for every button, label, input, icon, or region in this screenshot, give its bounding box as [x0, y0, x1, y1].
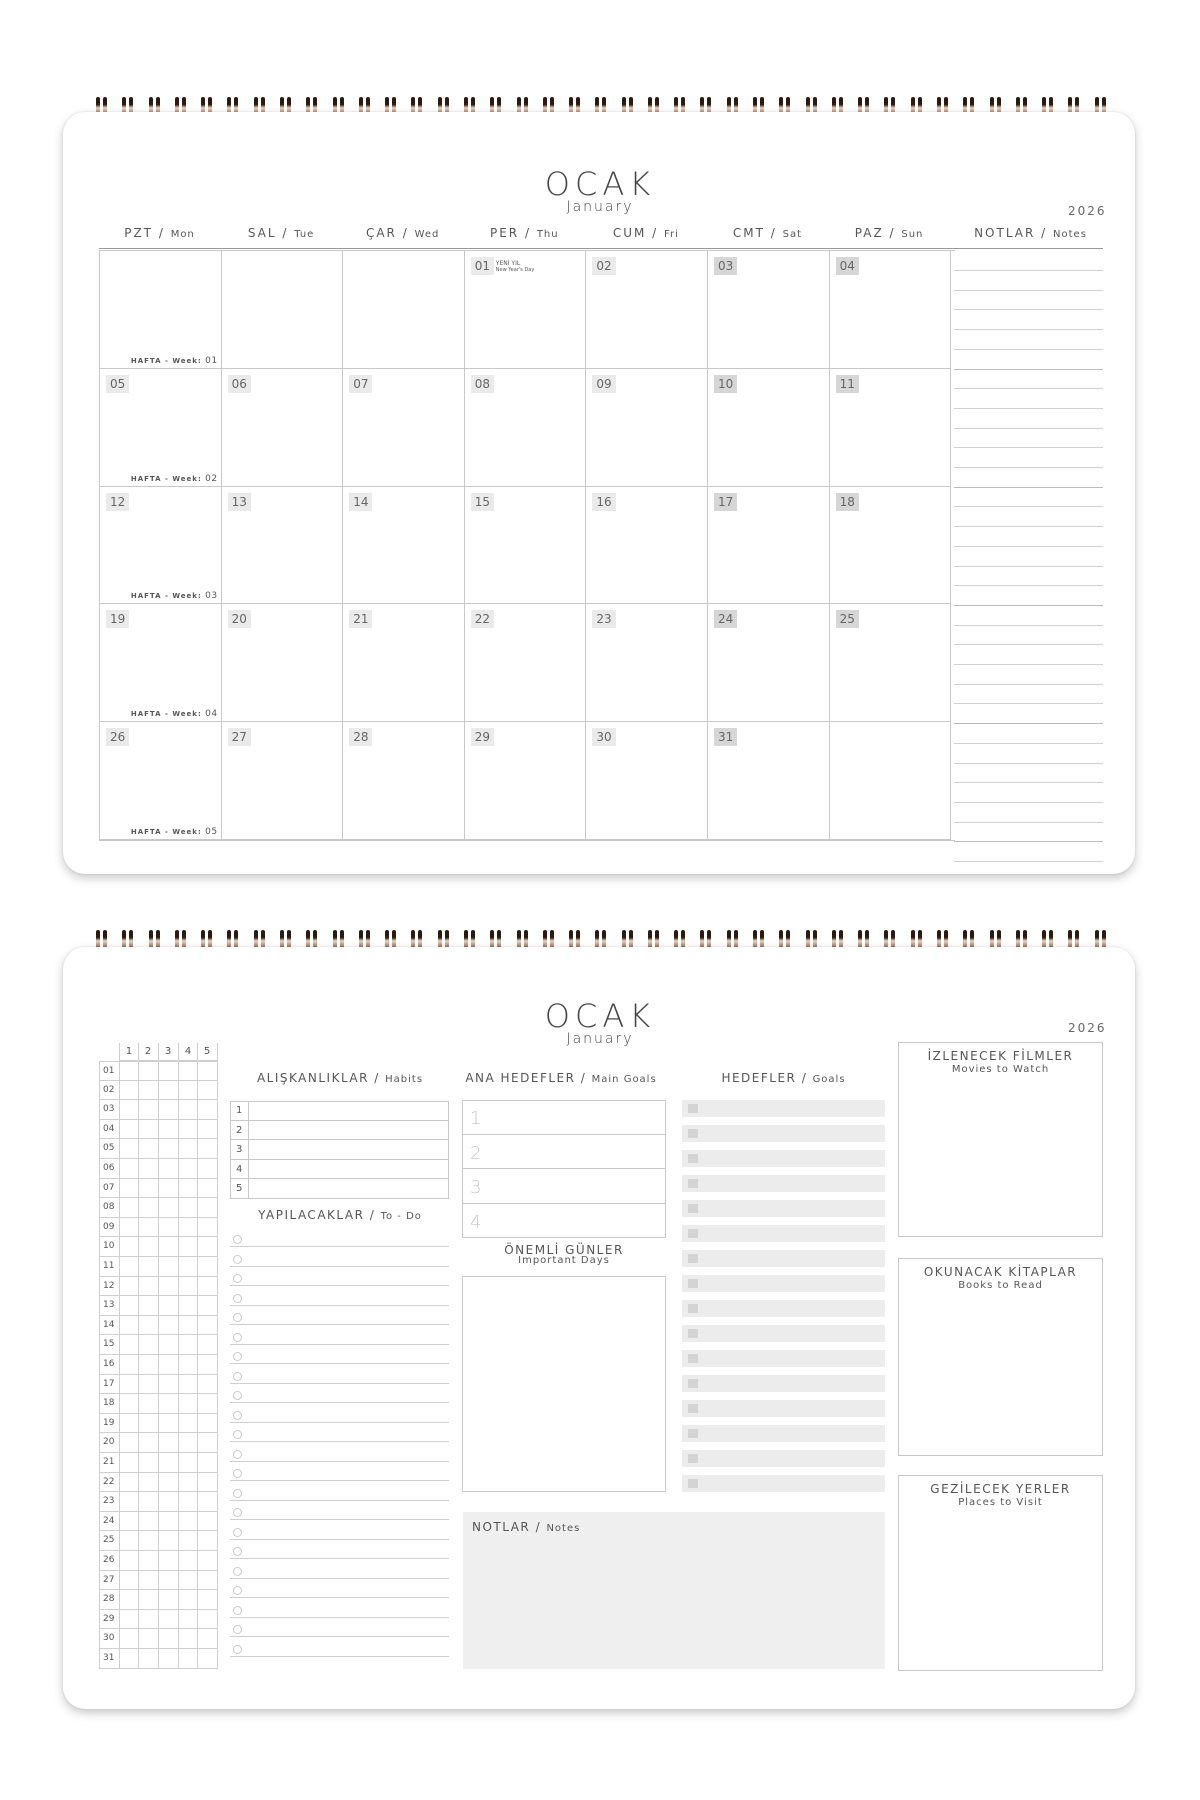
day-number: 10	[714, 375, 737, 393]
calendar-day-cell[interactable]	[343, 369, 465, 487]
places-panel[interactable]	[898, 1475, 1103, 1671]
tracker-day-label: 22	[103, 1476, 115, 1487]
todo-line[interactable]	[230, 1363, 449, 1364]
notes-line[interactable]	[954, 625, 1103, 626]
habit-divider	[248, 1121, 249, 1141]
notes-line[interactable]	[954, 763, 1103, 764]
todo-checkbox[interactable]	[233, 1528, 242, 1537]
day-number: 22	[471, 610, 494, 628]
habit-row[interactable]	[230, 1101, 449, 1121]
todo-line[interactable]	[230, 1285, 449, 1286]
todo-checkbox[interactable]	[233, 1567, 242, 1576]
day-number: 05	[106, 375, 129, 393]
calendar-day-cell[interactable]	[222, 251, 344, 369]
todo-line[interactable]	[230, 1519, 449, 1520]
weekday-header: ÇAR / Wed	[365, 226, 440, 240]
goal-checkbox[interactable]	[688, 1454, 698, 1463]
tracker-col-line	[217, 1043, 218, 1669]
tracker-day-label: 26	[103, 1555, 115, 1565]
day-number: 17	[714, 493, 737, 511]
calendar-day-cell[interactable]	[465, 604, 587, 722]
tracker-day-label: 20	[103, 1437, 115, 1448]
tracker-day-label: 15	[103, 1339, 115, 1350]
calendar-day-cell[interactable]	[586, 722, 708, 840]
day-number: 20	[228, 610, 251, 628]
todo-checkbox[interactable]	[233, 1333, 242, 1342]
calendar-day-cell[interactable]	[830, 251, 952, 369]
calendar-day-cell[interactable]	[100, 487, 222, 605]
notes-line[interactable]	[954, 566, 1103, 567]
notes-line[interactable]	[954, 369, 1103, 370]
goal-item[interactable]	[682, 1125, 885, 1142]
calendar-day-cell[interactable]	[586, 604, 708, 722]
holiday-label: YENİ YIL New Year's Day	[495, 260, 535, 273]
goal-checkbox[interactable]	[688, 1254, 698, 1263]
habit-row[interactable]	[230, 1140, 449, 1160]
notes-line[interactable]	[954, 684, 1103, 685]
movies-panel[interactable]	[898, 1042, 1103, 1237]
goal-item[interactable]	[682, 1375, 885, 1392]
notes-line[interactable]	[954, 290, 1103, 291]
day-number: 23	[592, 610, 615, 628]
calendar-day-cell[interactable]	[708, 251, 830, 369]
day-number: 21	[349, 610, 372, 628]
tracker-col-line	[178, 1043, 179, 1669]
calendar-day-cell[interactable]	[100, 369, 222, 487]
todo-checkbox[interactable]	[233, 1547, 242, 1556]
todo-checkbox[interactable]	[233, 1430, 242, 1439]
calendar-day-cell[interactable]	[222, 487, 344, 605]
calendar-day-cell[interactable]	[830, 722, 952, 840]
goal-checkbox[interactable]	[688, 1154, 698, 1163]
goal-item[interactable]	[682, 1325, 885, 1342]
goal-item[interactable]	[682, 1100, 885, 1117]
calendar-day-cell[interactable]	[586, 251, 708, 369]
tracker-day-label: 02	[103, 1084, 115, 1095]
todo-checkbox[interactable]	[233, 1313, 242, 1322]
tracker-day-label: 05	[103, 1143, 115, 1154]
notes-line[interactable]	[954, 605, 1103, 606]
movies-subtitle: Movies to Watch	[951, 1064, 1050, 1075]
goal-checkbox[interactable]	[688, 1404, 698, 1413]
tracker-col-line	[197, 1043, 198, 1669]
calendar-day-cell[interactable]	[100, 722, 222, 840]
day-number: 18	[836, 493, 859, 511]
tracker-day-label: 09	[103, 1221, 115, 1232]
habit-number: 3	[236, 1144, 243, 1155]
todo-line[interactable]	[230, 1266, 449, 1267]
month-name-en: January	[566, 1031, 634, 1047]
goal-checkbox[interactable]	[688, 1104, 698, 1113]
tracker-col-label: 4	[184, 1046, 192, 1057]
calendar-day-cell[interactable]	[708, 369, 830, 487]
notes-line[interactable]	[954, 703, 1103, 704]
month-name: OCAK	[544, 997, 656, 1035]
notes-title: NOTLAR / Notes	[472, 1520, 581, 1534]
week-number: HAFTA - Week: 05	[130, 826, 218, 837]
calendar-day-cell[interactable]	[708, 604, 830, 722]
day-number: 12	[106, 493, 129, 511]
notes-line[interactable]	[954, 861, 1103, 862]
day-number: 19	[106, 610, 129, 628]
day-number: 27	[228, 728, 251, 746]
todo-checkbox[interactable]	[233, 1235, 242, 1244]
main-goal-number: 2	[470, 1142, 482, 1164]
notes-line[interactable]	[954, 329, 1103, 330]
main-goal-box[interactable]	[462, 1100, 666, 1135]
notes-line[interactable]	[954, 585, 1103, 586]
day-number: 07	[349, 375, 372, 393]
notes-line[interactable]	[954, 841, 1103, 842]
week-number: HAFTA - Week: 01	[130, 355, 218, 366]
goal-checkbox[interactable]	[688, 1479, 698, 1488]
calendar-title	[0, 165, 1200, 215]
goal-checkbox[interactable]	[688, 1129, 698, 1138]
calendar-grid	[99, 250, 955, 841]
goal-checkbox[interactable]	[688, 1229, 698, 1238]
tracker-day-label: 30	[103, 1633, 115, 1644]
calendar-day-cell[interactable]	[343, 487, 465, 605]
todo-checkbox[interactable]	[233, 1508, 242, 1517]
tracker-day-label: 21	[103, 1457, 115, 1467]
movies-title: İZLENECEK FİLMLER	[927, 1049, 1074, 1063]
notes-line[interactable]	[954, 526, 1103, 527]
planner-title	[0, 997, 1200, 1047]
goal-item[interactable]	[682, 1300, 885, 1317]
calendar-day-cell[interactable]	[586, 369, 708, 487]
calendar-day-cell[interactable]	[100, 604, 222, 722]
weekday-header: SAL / Tue	[247, 226, 315, 240]
tracker-day-label: 12	[103, 1280, 115, 1291]
notes-line[interactable]	[954, 487, 1103, 488]
todo-checkbox[interactable]	[233, 1255, 242, 1264]
day-number: 11	[836, 375, 859, 393]
year-label: 2026	[1068, 1021, 1107, 1035]
places-subtitle: Places to Visit	[958, 1497, 1043, 1508]
todo-checkbox[interactable]	[233, 1372, 242, 1381]
habit-divider	[248, 1101, 249, 1121]
todo-line[interactable]	[230, 1597, 449, 1598]
tracker-day-label: 13	[103, 1300, 115, 1311]
day-number: 30	[592, 728, 615, 746]
tracker-day-label: 19	[103, 1417, 115, 1428]
day-number: 01	[471, 257, 494, 275]
todo-checkbox[interactable]	[233, 1450, 242, 1459]
goal-checkbox[interactable]	[688, 1179, 698, 1188]
important-days-box[interactable]	[462, 1276, 666, 1492]
calendar-day-cell[interactable]	[830, 369, 952, 487]
day-number: 14	[349, 493, 372, 511]
todo-line[interactable]	[230, 1402, 449, 1403]
main-goals-title: ANA HEDEFLER / Main Goals	[465, 1071, 657, 1085]
calendar-day-cell[interactable]	[100, 251, 222, 369]
notes-line[interactable]	[954, 270, 1103, 271]
todo-title: YAPILACAKLAR / To - Do	[258, 1208, 422, 1222]
todo-line[interactable]	[230, 1500, 449, 1501]
tracker-day-label: 23	[103, 1496, 115, 1507]
day-number: 03	[714, 257, 737, 275]
day-number: 28	[349, 728, 372, 746]
habit-number: 4	[236, 1163, 243, 1175]
calendar-day-cell[interactable]	[830, 604, 952, 722]
calendar-day-cell[interactable]	[343, 251, 465, 369]
todo-line[interactable]	[230, 1636, 449, 1637]
goal-checkbox[interactable]	[688, 1279, 698, 1288]
tracker-col-label: 3	[164, 1046, 172, 1057]
weekday-header: CMT / Sat	[732, 226, 803, 240]
todo-checkbox[interactable]	[233, 1489, 242, 1498]
tracker-day-label: 24	[103, 1515, 115, 1526]
todo-checkbox[interactable]	[233, 1625, 242, 1634]
todo-line[interactable]	[230, 1558, 449, 1559]
tracker-day-label: 01	[103, 1066, 115, 1076]
habit-row[interactable]	[230, 1179, 449, 1199]
goal-item[interactable]	[682, 1350, 885, 1367]
day-number: 09	[592, 375, 615, 393]
todo-line[interactable]	[230, 1539, 449, 1540]
year-label: 2026	[1068, 204, 1107, 218]
todo-checkbox[interactable]	[233, 1586, 242, 1595]
tracker-day-label: 14	[103, 1319, 115, 1330]
day-number: 06	[228, 375, 251, 393]
todo-checkbox[interactable]	[233, 1352, 242, 1361]
todo-line[interactable]	[230, 1480, 449, 1481]
calendar-day-cell[interactable]	[830, 487, 952, 605]
main-goal-number: 4	[470, 1211, 482, 1233]
todo-line[interactable]	[230, 1422, 449, 1423]
habit-number: 2	[236, 1124, 243, 1136]
goal-checkbox[interactable]	[688, 1304, 698, 1313]
calendar-day-cell[interactable]	[465, 369, 587, 487]
todo-checkbox[interactable]	[233, 1411, 242, 1420]
tracker-day-label: 11	[103, 1261, 115, 1271]
goal-item[interactable]	[682, 1225, 885, 1242]
goal-item[interactable]	[682, 1425, 885, 1442]
notes-line[interactable]	[954, 782, 1103, 783]
month-name-en: January	[566, 199, 634, 215]
day-number: 08	[471, 375, 494, 393]
calendar-day-cell[interactable]	[708, 722, 830, 840]
habit-number: 5	[236, 1183, 243, 1194]
goal-item[interactable]	[682, 1250, 885, 1267]
calendar-day-cell[interactable]	[465, 251, 587, 369]
todo-checkbox[interactable]	[233, 1645, 242, 1654]
tracker-day-label: 16	[103, 1359, 115, 1369]
todo-checkbox[interactable]	[233, 1274, 242, 1283]
main-goal-number: 1	[470, 1108, 482, 1129]
tracker-day-label: 18	[103, 1398, 115, 1409]
notes-line[interactable]	[954, 506, 1103, 507]
tracker-day-label: 08	[103, 1202, 115, 1213]
tracker-col-line	[99, 1061, 100, 1669]
books-title: OKUNACAK KİTAPLAR	[923, 1265, 1078, 1279]
todo-line[interactable]	[230, 1656, 449, 1657]
habit-number: 1	[236, 1105, 243, 1116]
habit-divider	[248, 1140, 249, 1160]
day-number: 04	[836, 257, 859, 275]
week-number: HAFTA - Week: 03	[130, 591, 218, 602]
week-number: HAFTA - Week: 04	[130, 709, 218, 720]
weekday-header: NOTLAR / Notes	[974, 226, 1087, 240]
tracker-day-label: 04	[103, 1123, 115, 1134]
tracker-day-label: 27	[103, 1574, 115, 1585]
tracker-day-label: 25	[103, 1535, 115, 1546]
week-number: HAFTA - Week: 02	[130, 473, 218, 484]
habit-row[interactable]	[230, 1160, 449, 1180]
notes-line[interactable]	[954, 467, 1103, 468]
goal-checkbox[interactable]	[688, 1429, 698, 1438]
day-number: 25	[836, 610, 859, 628]
calendar-day-cell[interactable]	[343, 604, 465, 722]
habits-title: ALIŞKANLIKLAR / Habits	[256, 1071, 424, 1085]
day-number: 16	[592, 493, 615, 511]
notes-line[interactable]	[954, 664, 1103, 665]
notes-line[interactable]	[954, 309, 1103, 310]
day-number: 13	[228, 493, 251, 511]
todo-checkbox[interactable]	[233, 1606, 242, 1615]
notes-line[interactable]	[954, 349, 1103, 350]
goal-item[interactable]	[682, 1150, 885, 1167]
calendar-day-cell[interactable]	[586, 487, 708, 605]
notes-line[interactable]	[954, 428, 1103, 429]
goal-item[interactable]	[682, 1400, 885, 1417]
tracker-day-label: 17	[103, 1378, 115, 1389]
header-divider	[99, 248, 1103, 249]
todo-line[interactable]	[230, 1383, 449, 1384]
goal-checkbox[interactable]	[688, 1379, 698, 1388]
books-panel[interactable]	[898, 1258, 1103, 1456]
notes-line[interactable]	[954, 802, 1103, 803]
todo-line[interactable]	[230, 1344, 449, 1345]
todo-line[interactable]	[230, 1617, 449, 1618]
goal-item[interactable]	[682, 1175, 885, 1192]
calendar-day-cell[interactable]	[465, 722, 587, 840]
todo-line[interactable]	[230, 1441, 449, 1442]
weekday-header: PER / Thu	[489, 226, 559, 240]
calendar-day-cell[interactable]	[222, 604, 344, 722]
notes-area[interactable]	[463, 1512, 885, 1669]
notes-line[interactable]	[954, 408, 1103, 409]
day-number: 29	[471, 728, 494, 746]
tracker-day-label: 06	[103, 1163, 115, 1173]
tracker-col-line	[119, 1043, 120, 1669]
goal-item[interactable]	[682, 1475, 885, 1492]
tracker-day-label: 29	[103, 1613, 115, 1624]
tracker-day-label: 31	[103, 1653, 115, 1663]
tracker-col-label: 2	[144, 1046, 152, 1057]
todo-checkbox[interactable]	[233, 1391, 242, 1400]
notes-line[interactable]	[954, 388, 1103, 389]
calendar-day-cell[interactable]	[708, 487, 830, 605]
todo-line[interactable]	[230, 1305, 449, 1306]
tracker-day-label: 10	[103, 1241, 115, 1252]
tracker-col-line	[138, 1043, 139, 1669]
goal-checkbox[interactable]	[688, 1204, 698, 1213]
todo-checkbox[interactable]	[233, 1294, 242, 1303]
goal-checkbox[interactable]	[688, 1329, 698, 1338]
tracker-col-line	[158, 1043, 159, 1669]
main-goal-box[interactable]	[462, 1135, 666, 1170]
notes-line[interactable]	[954, 723, 1103, 724]
main-goal-box[interactable]	[462, 1204, 666, 1239]
calendar-day-cell[interactable]	[222, 369, 344, 487]
day-number: 02	[592, 257, 615, 275]
notes-line[interactable]	[954, 546, 1103, 547]
todo-line[interactable]	[230, 1324, 449, 1325]
weekday-header: PZT / Mon	[124, 226, 195, 240]
important-days-title: ÖNEMLİ GÜNLER Important Days	[504, 1243, 624, 1266]
day-number: 26	[106, 728, 129, 746]
habit-divider	[248, 1179, 249, 1199]
todo-line[interactable]	[230, 1578, 449, 1579]
notes-line[interactable]	[954, 822, 1103, 823]
habit-row[interactable]	[230, 1121, 449, 1141]
day-number: 31	[714, 728, 737, 746]
calendar-day-cell[interactable]	[343, 722, 465, 840]
goal-item[interactable]	[682, 1450, 885, 1467]
goal-item[interactable]	[682, 1275, 885, 1292]
notes-line[interactable]	[954, 447, 1103, 448]
weekday-header: CUM / Fri	[612, 226, 679, 240]
tracker-col-label: 5	[203, 1046, 211, 1057]
goal-checkbox[interactable]	[688, 1354, 698, 1363]
todo-checkbox[interactable]	[233, 1469, 242, 1478]
notes-line[interactable]	[954, 743, 1103, 744]
places-title: GEZİLECEK YERLER	[930, 1482, 1071, 1496]
todo-line[interactable]	[230, 1461, 449, 1462]
main-goal-box[interactable]	[462, 1169, 666, 1204]
tracker-day-label: 03	[103, 1104, 115, 1115]
day-number: 24	[714, 610, 737, 628]
day-number: 15	[471, 493, 494, 511]
calendar-day-cell[interactable]	[465, 487, 587, 605]
todo-line[interactable]	[230, 1246, 449, 1247]
month-name: OCAK	[544, 165, 656, 203]
tracker-col-label: 1	[125, 1046, 133, 1057]
books-subtitle: Books to Read	[958, 1280, 1043, 1291]
goal-item[interactable]	[682, 1200, 885, 1217]
tracker-day-label: 07	[103, 1182, 115, 1193]
calendar-day-cell[interactable]	[222, 722, 344, 840]
weekday-header: PAZ / Sun	[854, 226, 924, 240]
notes-line[interactable]	[954, 644, 1103, 645]
tracker-day-label: 28	[103, 1594, 115, 1605]
main-goal-number: 3	[470, 1177, 482, 1198]
habit-divider	[248, 1160, 249, 1180]
goals-title: HEDEFLER / Goals	[721, 1071, 846, 1085]
